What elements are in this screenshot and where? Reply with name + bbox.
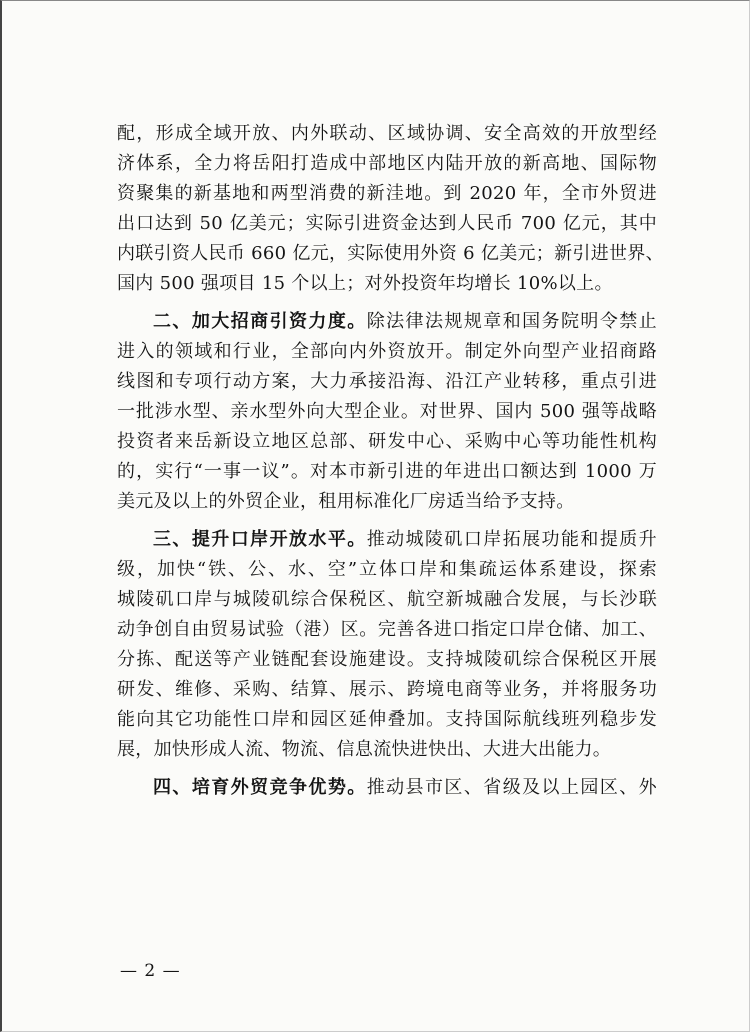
- text-line: 配，形成全域开放、内外联动、区域协调、安全高效的开放型经: [117, 123, 657, 144]
- section-heading: 三、提升口岸开放水平。: [153, 529, 367, 550]
- section-2: [117, 307, 657, 517]
- text-line: 一批涉水型、亲水型外向大型企业。对世界、国内 500 强等战略: [117, 401, 657, 422]
- text-line: 进入的领域和行业，全部向内外资放开。制定外向型产业招商路: [117, 341, 657, 362]
- text-line: 研发、维修、采购、结算、展示、跨境电商等业务，并将服务功: [117, 679, 657, 700]
- text-line: 美元及以上的外贸企业，租用标准化厂房适当给予支持。: [117, 491, 575, 512]
- text-line: 济体系，全力将岳阳打造成中部地区内陆开放的新高地、国际物: [117, 153, 657, 174]
- section-heading: 四、培育外贸竞争优势。: [153, 777, 367, 798]
- section-4-first-line: [117, 773, 657, 803]
- text-line: 国内 500 强项目 15 个以上；对外投资年均增长 10%以上。: [117, 273, 613, 294]
- text-line: 动争创自由贸易试验（港）区。完善各进口指定口岸仓储、加工、: [117, 619, 657, 640]
- text-run: 推动县市区、省级及以上园区、外: [366, 777, 657, 798]
- text-line: 线图和专项行动方案，大力承接沿海、沿江产业转移，重点引进: [117, 371, 657, 392]
- text-line: 内联引资人民币 660 亿元，实际使用外资 6 亿美元；新引进世界、: [117, 243, 664, 264]
- text-line: 的，实行“一事一议”。对本市新引进的年进出口额达到 1000 万: [117, 461, 657, 482]
- text-line: 出口达到 50 亿美元；实际引进资金达到人民币 700 亿元，其中: [117, 213, 657, 234]
- page-number: — 2 —: [120, 961, 181, 981]
- text-line: 投资者来岳新设立地区总部、研发中心、采购中心等功能性机构: [117, 431, 657, 452]
- text-line: 分拣、配送等产业链配套设施建设。支持城陵矶综合保税区开展: [117, 649, 657, 670]
- text-line: 级，加快“铁、公、水、空”立体口岸和集疏运体系建设，探索: [117, 559, 657, 580]
- section-3-first-line: [117, 525, 657, 555]
- section-3: [117, 525, 657, 765]
- text-line: 资聚集的新基地和两型消费的新洼地。到 2020 年，全市外贸进: [117, 183, 657, 204]
- section-heading: 二、加大招商引资力度。: [153, 311, 367, 332]
- document-body: [117, 119, 664, 803]
- text-line: 城陵矶口岸与城陵矶综合保税区、航空新城融合发展，与长沙联: [117, 589, 657, 610]
- text-line: 展，加快形成人流、物流、信息流快进快出、大进大出能力。: [117, 739, 612, 760]
- section-2-first-line: [117, 307, 657, 337]
- text-run: 除法律法规规章和国务院明令禁止: [366, 311, 657, 332]
- paragraph-continuation: [117, 119, 664, 299]
- section-4: [117, 773, 657, 803]
- text-line: 能向其它功能性口岸和园区延伸叠加。支持国际航线班列稳步发: [117, 709, 657, 730]
- text-run: 推动城陵矶口岸拓展功能和提质升: [366, 529, 657, 550]
